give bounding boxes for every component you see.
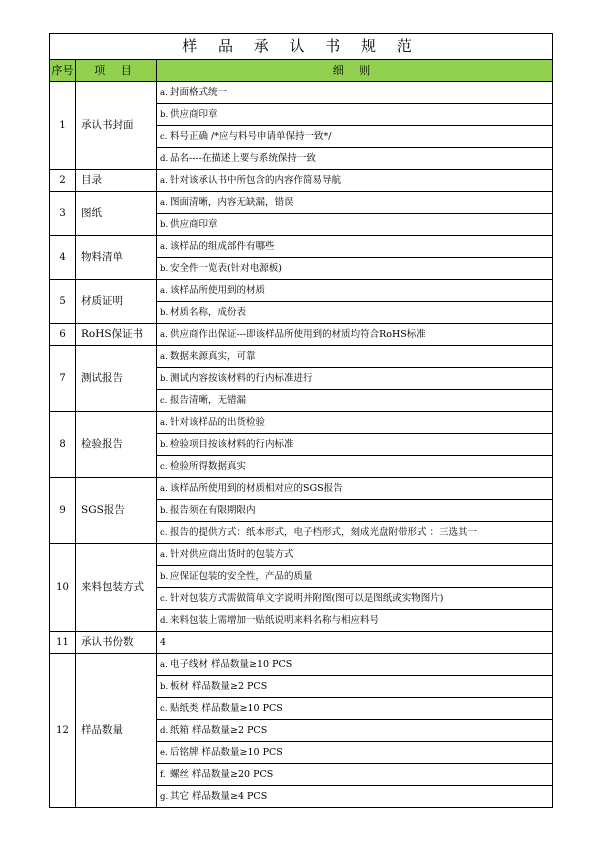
detail-text: 应保证包装的安全性，产品的质量 xyxy=(170,570,313,582)
detail-text: 该样品所使用到的材质相对应的SGS报告 xyxy=(170,482,343,494)
detail-cell xyxy=(157,764,553,786)
detail-cell xyxy=(157,390,553,412)
table-row xyxy=(50,654,553,676)
detail-marker: b. xyxy=(160,681,169,692)
detail-text: 测试内容按该材料的行内标准进行 xyxy=(170,372,313,384)
detail-marker: a. xyxy=(160,175,168,186)
detail-marker: f. xyxy=(160,769,166,780)
header-item: 项 目 xyxy=(76,60,157,82)
detail-marker: e. xyxy=(160,747,168,758)
detail-text: 针对该承认书中所包含的内容作简易导航 xyxy=(170,174,342,186)
table-row xyxy=(50,236,553,258)
detail-text: 螺丝 样品数量≥20 PCS xyxy=(170,768,274,780)
detail-marker: d. xyxy=(160,615,169,626)
detail-text: 4 xyxy=(160,636,167,648)
detail-marker: c. xyxy=(160,703,168,714)
item-name: 检验报告 xyxy=(76,412,157,478)
item-name: 目录 xyxy=(76,170,157,192)
detail-text: 供应商作出保证---即该样品所使用到的材质均符合RoHS标准 xyxy=(170,328,426,340)
detail-marker: a. xyxy=(160,197,168,208)
detail-marker: b. xyxy=(160,505,169,516)
detail-cell xyxy=(157,522,553,544)
detail-cell xyxy=(157,104,553,126)
item-name: 样品数量 xyxy=(76,654,157,808)
spec-sheet xyxy=(49,33,552,808)
row-number: 9 xyxy=(50,478,76,544)
table-row xyxy=(50,82,553,104)
detail-cell xyxy=(157,500,553,522)
detail-marker: a. xyxy=(160,241,168,252)
item-name: 承认书封面 xyxy=(76,82,157,170)
detail-cell xyxy=(157,786,553,808)
table-row xyxy=(50,478,553,500)
item-name: 图纸 xyxy=(76,192,157,236)
row-number: 6 xyxy=(50,324,76,346)
detail-text: 该样品的组成部件有哪些 xyxy=(170,240,275,252)
detail-text: 料号正确 /*应与料号申请单保持一致*/ xyxy=(170,130,332,142)
header-row xyxy=(50,60,553,82)
detail-marker: c. xyxy=(160,527,168,538)
detail-marker: c. xyxy=(160,461,168,472)
item-name: 测试报告 xyxy=(76,346,157,412)
detail-text: 报告清晰，无错漏 xyxy=(170,394,247,406)
detail-cell xyxy=(157,456,553,478)
detail-marker: a. xyxy=(160,417,168,428)
table-row xyxy=(50,346,553,368)
row-number: 2 xyxy=(50,170,76,192)
detail-marker: d. xyxy=(160,725,169,736)
detail-cell xyxy=(157,324,553,346)
detail-marker: b. xyxy=(160,109,169,120)
title-row xyxy=(50,34,553,60)
row-number: 8 xyxy=(50,412,76,478)
table-row xyxy=(50,632,553,654)
detail-marker: b. xyxy=(160,263,169,274)
detail-text: 来料包装上需增加一贴纸说明来料名称与相应料号 xyxy=(170,614,380,626)
detail-marker: c. xyxy=(160,593,168,604)
detail-cell xyxy=(157,148,553,170)
detail-text: 品名----在描述上要与系统保持一致 xyxy=(170,152,316,164)
detail-marker: a. xyxy=(160,549,168,560)
detail-marker: b. xyxy=(160,307,169,318)
item-name: 来料包装方式 xyxy=(76,544,157,632)
detail-text: 封面格式统一 xyxy=(170,86,228,98)
detail-marker: b. xyxy=(160,439,169,450)
detail-marker: c. xyxy=(160,395,168,406)
detail-text: 电子线材 样品数量≥10 PCS xyxy=(170,658,293,670)
detail-text: 检验项目按该材料的行内标准 xyxy=(170,438,294,450)
table-row xyxy=(50,170,553,192)
detail-marker: d. xyxy=(160,153,169,164)
row-number: 12 xyxy=(50,654,76,808)
detail-text: 板材 样品数量≥2 PCS xyxy=(170,680,268,692)
detail-text: 供应商印章 xyxy=(170,108,218,120)
detail-text: 材质名称，成份表 xyxy=(170,306,247,318)
row-number: 5 xyxy=(50,280,76,324)
detail-cell xyxy=(157,588,553,610)
detail-cell xyxy=(157,610,553,632)
table-row xyxy=(50,192,553,214)
detail-text: 检验所得数据真实 xyxy=(170,460,247,472)
row-number: 1 xyxy=(50,82,76,170)
detail-cell xyxy=(157,126,553,148)
detail-text: 后铭牌 样品数量≥10 PCS xyxy=(170,746,283,758)
detail-text: 报告须在有限期限内 xyxy=(170,504,256,516)
item-name: SGS报告 xyxy=(76,478,157,544)
detail-cell xyxy=(157,236,553,258)
detail-cell xyxy=(157,676,553,698)
row-number: 3 xyxy=(50,192,76,236)
detail-cell xyxy=(157,478,553,500)
detail-cell xyxy=(157,368,553,390)
detail-text: 其它 样品数量≥4 PCS xyxy=(170,790,268,802)
item-name: 物料清单 xyxy=(76,236,157,280)
detail-cell xyxy=(157,192,553,214)
detail-cell xyxy=(157,302,553,324)
row-number: 11 xyxy=(50,632,76,654)
table-row xyxy=(50,544,553,566)
detail-marker: a. xyxy=(160,87,168,98)
detail-cell xyxy=(157,544,553,566)
detail-text: 该样品所使用到的材质 xyxy=(170,284,266,296)
detail-cell xyxy=(157,214,553,236)
detail-cell xyxy=(157,346,553,368)
detail-cell xyxy=(157,632,553,654)
detail-marker: b. xyxy=(160,219,169,230)
detail-cell xyxy=(157,654,553,676)
detail-cell xyxy=(157,82,553,104)
detail-text: 图面清晰，内容无缺漏，错误 xyxy=(170,196,294,208)
detail-marker: a. xyxy=(160,285,168,296)
item-name: RoHS保证书 xyxy=(76,324,157,346)
detail-text: 针对包装方式需做简单文字说明并附图(图可以是图纸或实物图片) xyxy=(170,592,444,604)
detail-marker: g. xyxy=(160,791,169,802)
detail-cell xyxy=(157,280,553,302)
detail-cell xyxy=(157,412,553,434)
detail-cell xyxy=(157,258,553,280)
table-row xyxy=(50,280,553,302)
header-no: 序号 xyxy=(50,60,76,82)
detail-marker: c. xyxy=(160,131,168,142)
page-title: 样 品 承 认 书 规 范 xyxy=(50,34,553,60)
spec-table xyxy=(49,33,553,808)
detail-cell xyxy=(157,566,553,588)
detail-text: 供应商印章 xyxy=(170,218,218,230)
detail-marker: a. xyxy=(160,659,168,670)
table-row xyxy=(50,412,553,434)
item-name: 承认书份数 xyxy=(76,632,157,654)
detail-text: 报告的提供方式：纸本形式，电子档形式，刻成光盘附带形式 ：三选其一 xyxy=(170,526,478,538)
row-number: 10 xyxy=(50,544,76,632)
detail-marker: a. xyxy=(160,483,168,494)
detail-cell xyxy=(157,720,553,742)
detail-cell xyxy=(157,434,553,456)
detail-text: 纸箱 样品数量≥2 PCS xyxy=(170,724,268,736)
detail-text: 针对供应商出货时的包装方式 xyxy=(170,548,294,560)
row-number: 7 xyxy=(50,346,76,412)
detail-cell xyxy=(157,698,553,720)
detail-text: 贴纸类 样品数量≥10 PCS xyxy=(170,702,283,714)
row-number: 4 xyxy=(50,236,76,280)
detail-text: 数据来源真实，可靠 xyxy=(170,350,256,362)
detail-text: 针对该样品的出货检验 xyxy=(170,416,266,428)
item-name: 材质证明 xyxy=(76,280,157,324)
detail-marker: b. xyxy=(160,373,169,384)
header-detail: 细 则 xyxy=(157,60,553,82)
table-row xyxy=(50,324,553,346)
detail-text: 安全件一览表(针对电源板) xyxy=(170,262,282,274)
detail-marker: b. xyxy=(160,571,169,582)
detail-cell xyxy=(157,170,553,192)
detail-marker: a. xyxy=(160,329,168,340)
detail-cell xyxy=(157,742,553,764)
detail-marker: a. xyxy=(160,351,168,362)
